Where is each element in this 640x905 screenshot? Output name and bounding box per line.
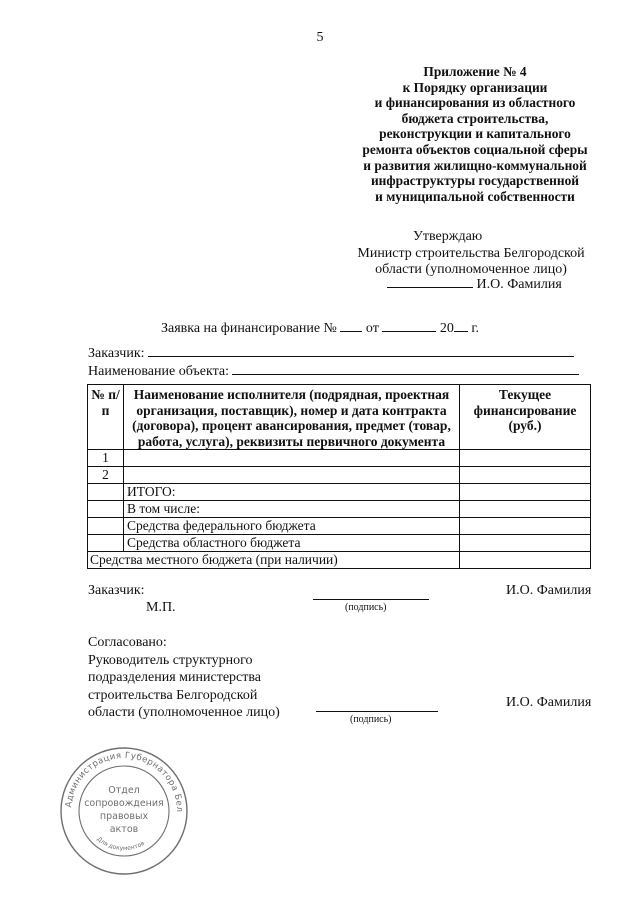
customer-input[interactable] [148, 345, 574, 357]
request-number-blank[interactable] [340, 320, 362, 332]
row-number [88, 518, 124, 535]
customer-sign-label: Заказчик: [88, 583, 145, 598]
signature-caption: (подпись) [350, 714, 392, 725]
appendix-line: Приложение № 4 [423, 64, 527, 79]
request-title-text: Заявка на финансирование № [160, 321, 337, 336]
table-row [88, 450, 591, 467]
approval-signature [387, 276, 562, 293]
financing-table [87, 384, 591, 569]
request-year-blank[interactable] [454, 320, 468, 332]
approval-line: области (уполномоченное лицо) [375, 262, 567, 277]
svg-text:Отдел: Отдел [108, 785, 140, 796]
svg-text:Администрация Губернатора Белг: Администрация Губернатора Бел [64, 750, 185, 813]
row-amount[interactable] [460, 535, 591, 552]
approval-line: Министр строительства Белгородской [357, 246, 585, 261]
seal-label: М.П. [146, 600, 176, 615]
row-number: 1 [88, 450, 124, 467]
svg-text:актов: актов [109, 824, 139, 835]
row-local-label: Средства местного бюджета (при наличии) [88, 552, 460, 569]
row-number: 2 [88, 467, 124, 484]
page-number: 5 [316, 30, 324, 45]
signature-caption: (подпись) [345, 602, 387, 613]
customer-name: И.О. Фамилия [506, 583, 592, 598]
row-number [88, 484, 124, 501]
row-amount[interactable] [460, 518, 591, 535]
header-contractor: Наименование исполнителя (подрядная, проектная организация, поставщик), номер и дата контракта (договора), процент авансирования, предмет (товар, работа, услуга), реквизиты первичного документа [124, 385, 460, 450]
request-year-suffix: г. [471, 321, 480, 336]
table-header-row [88, 385, 591, 450]
agreed-name: И.О. Фамилия [506, 695, 592, 710]
appendix-line: бюджета строительства, [401, 110, 549, 126]
appendix-line: инфраструктуры государственной [370, 173, 580, 189]
request-from-text: от [365, 321, 379, 336]
agreed-line: Руководитель структурного [88, 652, 253, 668]
agreed-title: Согласовано: [88, 635, 167, 650]
agreed-block [88, 634, 280, 722]
appendix-line: и развития жилищно-коммунальной [363, 157, 587, 173]
agreed-line: строительства Белгородской [88, 687, 258, 703]
row-total-label: ИТОГО: [124, 484, 460, 501]
row-number [88, 535, 124, 552]
object-input[interactable] [232, 363, 579, 375]
appendix-line: ремонта объектов социальной сферы [362, 141, 588, 157]
table-row [88, 552, 591, 569]
object-field [88, 363, 579, 380]
row-amount[interactable] [460, 450, 591, 467]
row-amount[interactable] [460, 501, 591, 518]
row-regional-label: Средства областного бюджета [124, 535, 460, 552]
appendix-heading [330, 64, 620, 204]
table-row [88, 501, 591, 518]
approval-title: Утверждаю [413, 229, 483, 244]
header-number: № п/п [88, 385, 124, 450]
row-name[interactable] [124, 450, 460, 467]
table-row [88, 518, 591, 535]
appendix-line: и муниципальной собственности [375, 188, 575, 204]
request-year-text: 20 [439, 321, 454, 336]
customer-label: Заказчик: [88, 346, 145, 361]
svg-text:Для документов: Для документов [95, 835, 146, 853]
request-title [0, 320, 640, 337]
table-row [88, 535, 591, 552]
agreed-line: подразделения министерства [88, 670, 262, 685]
approval-signature-line[interactable] [387, 276, 473, 288]
stamp-graphic [58, 745, 190, 877]
header-financing: Текущее финансирование (руб.) [460, 385, 591, 450]
appendix-line: к Порядку организации [402, 79, 548, 95]
table-row [88, 467, 591, 484]
table-row [88, 484, 591, 501]
row-federal-label: Средства федерального бюджета [124, 518, 460, 535]
row-amount[interactable] [460, 484, 591, 501]
agreed-signature-line[interactable] [316, 700, 438, 712]
row-name[interactable] [124, 467, 460, 484]
row-including-label: В том числе: [124, 501, 460, 518]
row-number [88, 501, 124, 518]
customer-signature-line[interactable] [313, 588, 429, 600]
approval-position [340, 246, 602, 278]
appendix-line: и финансирования из областного [374, 95, 576, 111]
approval-name: И.О. Фамилия [476, 277, 562, 292]
agreed-line: области (уполномоченное лицо) [88, 705, 280, 720]
svg-text:сопровождения: сопровождения [84, 798, 164, 809]
appendix-line: реконструкции и капитального [379, 126, 571, 142]
row-amount[interactable] [460, 467, 591, 484]
customer-field [88, 345, 574, 362]
svg-text:правовых: правовых [99, 811, 149, 822]
official-stamp [58, 745, 190, 877]
request-date-blank[interactable] [382, 320, 436, 332]
row-amount[interactable] [460, 552, 591, 569]
object-label: Наименование объекта: [88, 364, 229, 379]
